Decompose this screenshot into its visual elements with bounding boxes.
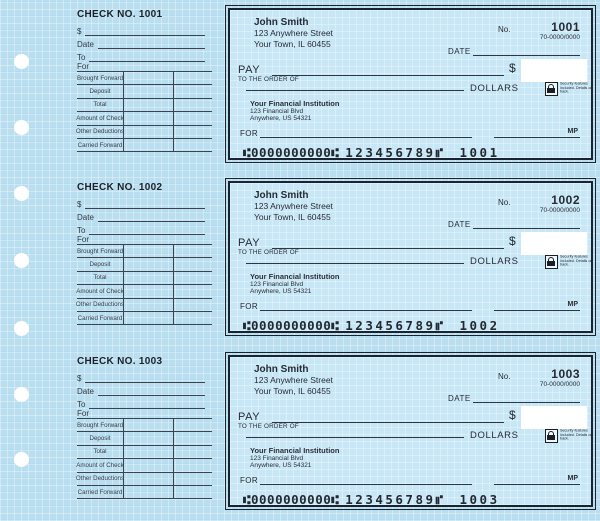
to-the-order-of-label: TO THE ORDER OF [238, 76, 299, 83]
amount-dollar-sign: $ [509, 61, 516, 75]
micr-line [243, 492, 500, 507]
stub-for-label: For [77, 62, 89, 71]
register-amount-cell [123, 72, 173, 84]
mp-mark: MP [567, 301, 578, 308]
register-cents-cell [173, 473, 212, 485]
register-row-label: Brought Forward [76, 247, 124, 255]
bank-block [250, 447, 339, 470]
payer-address-line1: 123 Anywhere Street [254, 201, 333, 211]
stub-amount-line [85, 198, 205, 209]
register-amount-cell [123, 245, 173, 257]
bank-name: Your Financial Institution [250, 272, 340, 281]
register-row [77, 72, 212, 85]
check-number-label: No. [498, 198, 511, 207]
micr-check-number: 1001 [459, 145, 500, 160]
stub-to-field [77, 51, 205, 62]
check-row [0, 8, 600, 169]
register-row-label: Total [93, 274, 107, 282]
register-row [77, 299, 212, 312]
amount-box [521, 232, 587, 255]
check-stub [60, 355, 222, 507]
check-stub [60, 8, 222, 160]
register-row-label: Brought Forward [76, 74, 124, 82]
register-row [77, 446, 212, 459]
register-row-label: Brought Forward [76, 421, 124, 429]
bank-address-line2: Anywhere, US 54321 [250, 115, 312, 122]
stub-date-field [77, 38, 205, 49]
payee-line [272, 248, 504, 249]
mp-mark: MP [567, 128, 578, 135]
signature-line [494, 484, 580, 485]
stub-date-line [98, 385, 205, 396]
stub-amount-line [85, 25, 205, 36]
security-note: Security features included. Details on back. [560, 429, 593, 441]
stub-to-line [89, 398, 205, 409]
register-amount-cell [123, 126, 173, 138]
micr-check-number: 1002 [459, 318, 500, 333]
register-cents-cell [173, 139, 212, 151]
date-label: DATE [448, 220, 471, 229]
stub-date-label: Date [77, 213, 94, 222]
check-number-label: No. [498, 372, 511, 381]
register-row [77, 419, 212, 432]
register-row [77, 459, 212, 472]
routing-fraction: 70-0000/0000 [539, 207, 580, 214]
bank-name: Your Financial Institution [250, 446, 340, 455]
register-amount-cell [123, 486, 173, 498]
register-row [77, 139, 212, 152]
amount-dollar-sign: $ [509, 408, 516, 422]
check-number: 1003 [551, 367, 580, 381]
register-cents-cell [173, 72, 212, 84]
amount-words-line [246, 437, 464, 438]
stub-for-field [77, 409, 205, 418]
register-row-label: Total [93, 101, 107, 109]
routing-fraction: 70-0000/0000 [539, 34, 580, 41]
register-row [77, 312, 212, 325]
stub-amount-field [77, 372, 205, 383]
register-amount-cell [123, 459, 173, 471]
for-label: FOR [240, 476, 259, 485]
register-amount-cell [123, 312, 173, 324]
register-amount-cell [123, 112, 173, 124]
register-row [77, 245, 212, 258]
amount-words-line [246, 263, 464, 264]
bank-address-line1: 123 Financial Blvd [250, 280, 304, 288]
stub-to-line [89, 51, 205, 62]
pay-label: PAY [238, 237, 261, 249]
check-number: 1002 [551, 193, 580, 207]
check-stub [60, 181, 222, 333]
stub-to-line [89, 224, 205, 235]
date-line [473, 219, 580, 229]
date-line [473, 393, 580, 403]
register-amount-cell [123, 139, 173, 151]
register-row [77, 486, 212, 499]
stub-title: CHECK NO. 1001 [77, 9, 163, 20]
stub-date-field [77, 211, 205, 222]
payer-block [254, 17, 333, 50]
bank-address-line1: 123 Financial Blvd [250, 454, 304, 462]
register-row-label: Carried Forward [77, 141, 123, 149]
bank-address-line2: Anywhere, US 54321 [250, 288, 312, 295]
register-row [77, 112, 212, 125]
register-cents-cell [173, 459, 212, 471]
register-row [77, 258, 212, 271]
payer-address-line2: Your Town, IL 60455 [254, 386, 331, 396]
pay-label: PAY [238, 64, 261, 76]
stub-amount-field [77, 25, 205, 36]
micr-account: 123456789⑈ [345, 492, 446, 507]
date-line [473, 46, 580, 56]
signature-line [494, 137, 580, 138]
stub-date-label: Date [77, 40, 94, 49]
micr-routing: ⑆0000000000⑆ [243, 318, 340, 333]
register-row [77, 85, 212, 98]
date-label: DATE [448, 394, 471, 403]
check [228, 181, 593, 333]
stub-title: CHECK NO. 1003 [77, 356, 163, 367]
micr-line [243, 145, 500, 160]
for-label: FOR [240, 302, 259, 311]
register-cents-cell [173, 446, 212, 458]
check-row [0, 181, 600, 342]
security-note: Security features included. Details on back. [560, 82, 593, 94]
stub-for-label: For [77, 409, 89, 418]
register-row [77, 473, 212, 486]
stub-to-field [77, 224, 205, 235]
stub-date-field [77, 385, 205, 396]
stub-amount-label: $ [77, 374, 82, 383]
register-row-label: Amount of Check [76, 461, 124, 469]
amount-words-line [246, 90, 464, 91]
dollars-label: DOLLARS [470, 430, 519, 441]
register-cents-cell [173, 486, 212, 498]
payer-block [254, 190, 333, 223]
register-row-label: Other Deductions [75, 301, 125, 309]
register-cents-cell [173, 419, 212, 431]
register-row-label: Carried Forward [77, 314, 123, 322]
bank-address-line1: 123 Financial Blvd [250, 107, 304, 115]
security-note: Security features included. Details on back. [560, 255, 593, 267]
register-cents-cell [173, 245, 212, 257]
register-cents-cell [173, 258, 212, 270]
security-lock-icon [545, 429, 558, 443]
register-row-label: Deposit [89, 435, 111, 443]
dollars-label: DOLLARS [470, 83, 519, 94]
register-row [77, 272, 212, 285]
dollars-label: DOLLARS [470, 256, 519, 267]
stub-to-label: To [77, 226, 86, 235]
stub-date-line [98, 211, 205, 222]
for-line [260, 137, 472, 138]
register-row-label: Carried Forward [77, 488, 123, 496]
register-row-label: Deposit [89, 261, 111, 269]
stub-to-field [77, 398, 205, 409]
register-cents-cell [173, 99, 212, 111]
mp-mark: MP [567, 475, 578, 482]
micr-routing: ⑆0000000000⑆ [243, 145, 340, 160]
micr-routing: ⑆0000000000⑆ [243, 492, 340, 507]
amount-box [521, 59, 587, 82]
stub-to-label: To [77, 400, 86, 409]
stub-amount-label: $ [77, 200, 82, 209]
micr-line [243, 318, 500, 333]
check [228, 8, 593, 160]
stub-amount-label: $ [77, 27, 82, 36]
for-line [260, 310, 472, 311]
register-row-label: Other Deductions [75, 128, 125, 136]
micr-account: 123456789⑈ [345, 145, 446, 160]
stub-amount-field [77, 198, 205, 209]
register-amount-cell [123, 419, 173, 431]
stub-for-field [77, 62, 205, 71]
payer-address-line2: Your Town, IL 60455 [254, 39, 331, 49]
micr-check-number: 1003 [459, 492, 500, 507]
register-amount-cell [123, 285, 173, 297]
stub-amount-line [85, 372, 205, 383]
stub-date-line [98, 38, 205, 49]
payer-address-line2: Your Town, IL 60455 [254, 212, 331, 222]
register-amount-cell [123, 432, 173, 444]
register-row [77, 99, 212, 112]
bank-address-line2: Anywhere, US 54321 [250, 462, 312, 469]
register-cents-cell [173, 126, 212, 138]
micr-account: 123456789⑈ [345, 318, 446, 333]
check-number: 1001 [551, 20, 580, 34]
register-amount-cell [123, 272, 173, 284]
register-amount-cell [123, 85, 173, 97]
register-amount-cell [123, 299, 173, 311]
stub-register-table [77, 244, 212, 325]
register-row [77, 126, 212, 139]
register-row-label: Amount of Check [76, 287, 124, 295]
register-row-label: Total [93, 448, 107, 456]
stub-for-field [77, 235, 205, 244]
register-amount-cell [123, 99, 173, 111]
stub-for-label: For [77, 235, 89, 244]
payer-block [254, 364, 333, 397]
check-row [0, 355, 600, 516]
date-label: DATE [448, 47, 471, 56]
register-cents-cell [173, 299, 212, 311]
register-cents-cell [173, 312, 212, 324]
bank-name: Your Financial Institution [250, 99, 340, 108]
check-number-label: No. [498, 25, 511, 34]
bank-block [250, 273, 339, 296]
security-lock-icon [545, 82, 558, 96]
stub-title: CHECK NO. 1002 [77, 182, 163, 193]
register-cents-cell [173, 285, 212, 297]
payee-line [272, 75, 504, 76]
payer-name: John Smith [254, 17, 309, 28]
register-cents-cell [173, 432, 212, 444]
register-amount-cell [123, 446, 173, 458]
date-field [448, 46, 580, 56]
check [228, 355, 593, 507]
stub-date-label: Date [77, 387, 94, 396]
amount-box [521, 406, 587, 429]
register-row [77, 285, 212, 298]
to-the-order-of-label: TO THE ORDER OF [238, 249, 299, 256]
payer-name: John Smith [254, 364, 309, 375]
for-label: FOR [240, 129, 259, 138]
signature-line [494, 310, 580, 311]
pay-label: PAY [238, 411, 261, 423]
register-cents-cell [173, 85, 212, 97]
date-field [448, 219, 580, 229]
register-row [77, 432, 212, 445]
bank-block [250, 100, 339, 123]
amount-dollar-sign: $ [509, 234, 516, 248]
register-cents-cell [173, 112, 212, 124]
for-line [260, 484, 472, 485]
payee-line [272, 422, 504, 423]
payer-name: John Smith [254, 190, 309, 201]
register-amount-cell [123, 473, 173, 485]
stub-register-table [77, 418, 212, 499]
register-row-label: Amount of Check [76, 114, 124, 122]
to-the-order-of-label: TO THE ORDER OF [238, 423, 299, 430]
security-lock-icon [545, 255, 558, 269]
stub-to-label: To [77, 53, 86, 62]
register-cents-cell [173, 272, 212, 284]
register-row-label: Deposit [89, 88, 111, 96]
date-field [448, 393, 580, 403]
payer-address-line1: 123 Anywhere Street [254, 28, 333, 38]
stub-register-table [77, 71, 212, 152]
register-amount-cell [123, 258, 173, 270]
routing-fraction: 70-0000/0000 [539, 381, 580, 388]
payer-address-line1: 123 Anywhere Street [254, 375, 333, 385]
register-row-label: Other Deductions [75, 475, 125, 483]
